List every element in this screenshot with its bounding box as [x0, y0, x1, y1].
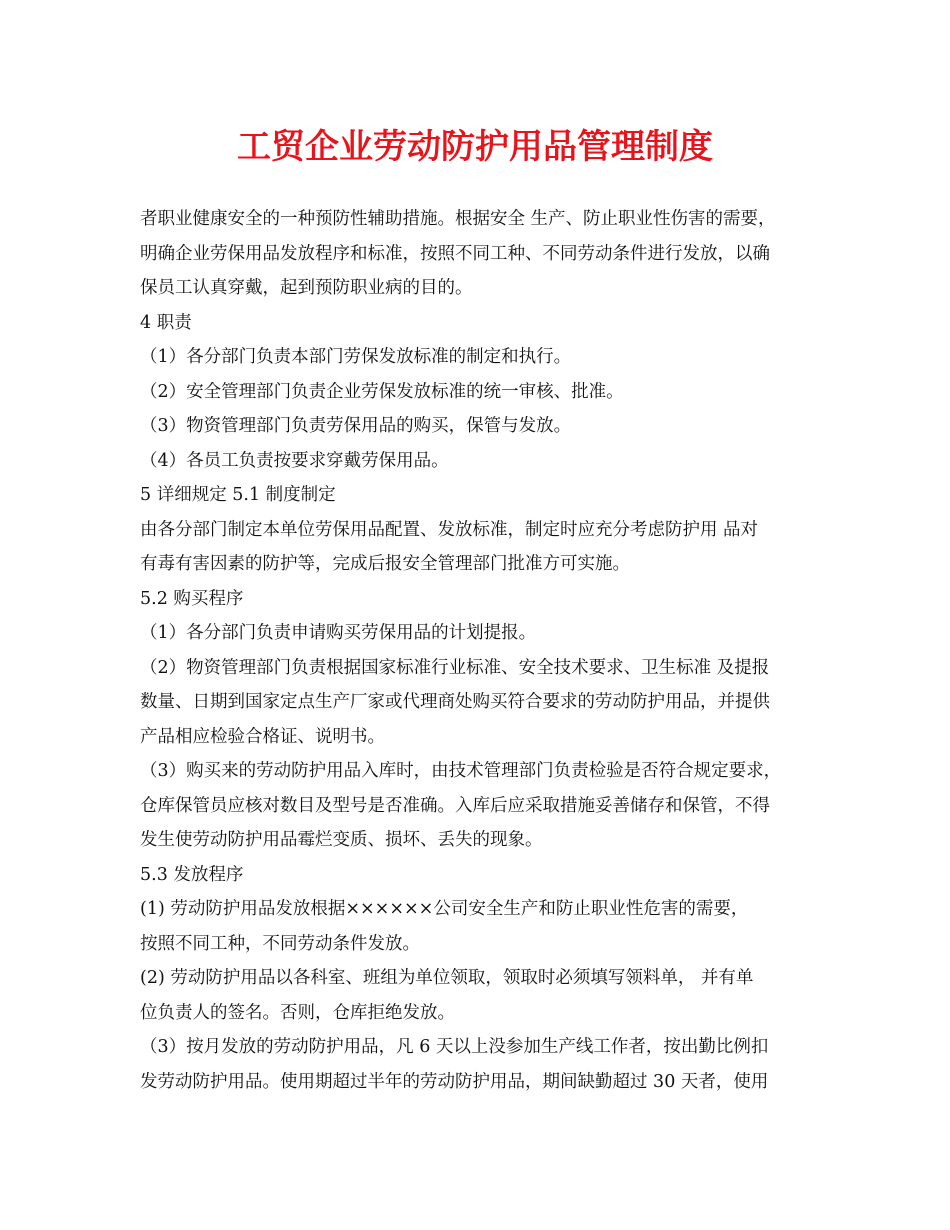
body-line: 保员工认真穿戴，起到预防职业病的目的。	[140, 278, 473, 298]
body-line: （1）各分部门负责申请购买劳保用品的计划提报。	[140, 623, 537, 643]
section-heading-5: 5 详细规定 5.1 制度制定	[140, 485, 336, 505]
body-line: （3）物资管理部门负责劳保用品的购买，保管与发放。	[140, 416, 572, 436]
body-line: （1）各分部门负责本部门劳保发放标准的制定和执行。	[140, 347, 572, 367]
body-line: 位负责人的签名。否则，仓库拒绝发放。	[140, 1002, 455, 1023]
body-line: 产品相应检验合格证、说明书。	[140, 726, 385, 747]
body-line: （4）各员工负责按要求穿戴劳保用品。	[140, 450, 449, 471]
document-title: 工贸企业劳动防护用品管理制度	[237, 127, 713, 167]
section-heading-5-2: 5.2 购买程序	[140, 588, 244, 609]
body-line: (2) 劳动防护用品以各科室、班组为单位领取，领取时必须填写领料单， 并有单	[140, 968, 754, 988]
document-body	[140, 202, 840, 1099]
section-heading-4: 4 职责	[140, 312, 192, 333]
body-line: （3）购买来的劳动防护用品入库时，由技术管理部门负责检验是否符合规定要求，	[140, 761, 782, 781]
body-line: 明确企业劳保用品发放程序和标准，按照不同工种、不同劳动条件进行发放，以确	[140, 243, 770, 264]
section-heading-5-3: 5.3 发放程序	[140, 864, 244, 885]
body-line: 仓库保管员应核对数目及型号是否准确。入库后应采取措施妥善储存和保管，不得	[140, 795, 770, 816]
body-line: (1) 劳动防护用品发放根据××××××公司安全生产和防止职业性危害的需要，	[140, 899, 749, 919]
body-line: 者职业健康安全的一种预防性辅助措施。根据安全 生产、防止职业性伤害的需要，	[140, 209, 776, 229]
body-line: （3）按月发放的劳动防护用品，凡 6 天以上没参加生产线工作者，按出勤比例扣	[140, 1037, 769, 1057]
body-line: 有毒有害因素的防护等，完成后报安全管理部门批准方可实施。	[140, 554, 630, 574]
body-line: 发生使劳动防护用品霉烂变质、损坏、丢失的现象。	[140, 830, 543, 850]
body-line: 发劳动防护用品。使用期超过半年的劳动防护用品，期间缺勤超过 30 天者，使用	[140, 1071, 769, 1092]
body-line: 数量、日期到国家定点生产厂家或代理商处购买符合要求的劳动防护用品，并提供	[140, 692, 770, 712]
body-line: （2）安全管理部门负责企业劳保发放标准的统一审核、批准。	[140, 381, 624, 402]
body-line: 由各分部门制定本单位劳保用品配置、发放标准，制定时应充分考虑防护用 品对	[140, 519, 759, 540]
body-line: 按照不同工种，不同劳动条件发放。	[140, 933, 420, 954]
body-line: （2）物资管理部门负责根据国家标准行业标准、安全技术要求、卫生标准 及提报	[140, 657, 770, 678]
